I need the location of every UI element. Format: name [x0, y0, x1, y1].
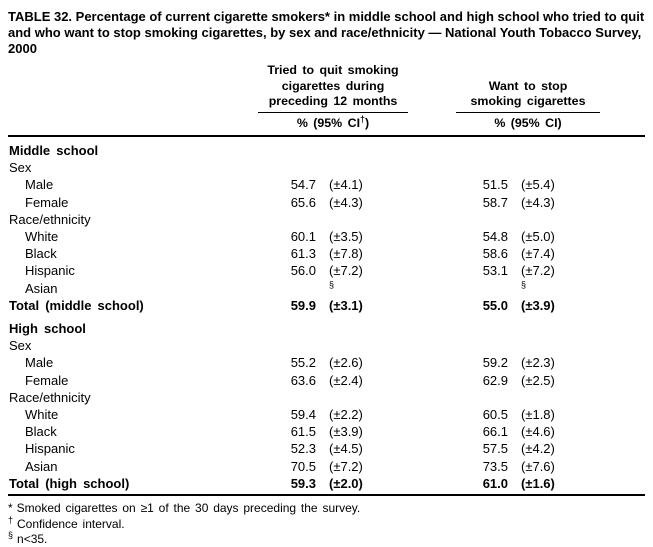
column-spacer: [408, 440, 456, 457]
want-to-stop-percent: [456, 337, 508, 354]
table-title: TABLE 32. Percentage of current cigarette smokers* in middle school and high school who tried to quit and who want to stop smoking cigarettes, by sex and race/ethnicity — National Youth Tobacco Survey, 2000: [8, 9, 645, 56]
tried-to-quit-percent: [258, 389, 316, 406]
footnote-symbol: *: [8, 501, 13, 516]
want-to-stop-percent: 57.5: [482, 441, 508, 457]
column-spacer: [408, 458, 456, 475]
want-to-stop-percent: [456, 389, 508, 406]
column-group-line: cigarettes during: [281, 78, 385, 93]
table-row: [8, 458, 645, 475]
section-sign-superscript: §: [329, 279, 335, 290]
tried-to-quit-percent: [258, 320, 316, 337]
want-to-stop-ci: (±5.0): [521, 228, 555, 244]
want-to-stop-ci: [508, 337, 600, 354]
tried-to-quit-percent: [258, 337, 316, 354]
column-spacer: [408, 280, 456, 297]
tried-to-quit-ci: (±2.6): [329, 355, 363, 371]
column-spacer: [408, 475, 456, 492]
column-spacer: [408, 320, 456, 337]
want-to-stop-percent: 53.1: [482, 263, 508, 279]
tried-to-quit-ci: (±4.3): [329, 194, 363, 210]
tried-to-quit-ci: (±7.2): [329, 458, 363, 474]
section-sign-superscript: §: [521, 279, 527, 290]
column-spacer: [408, 337, 456, 354]
want-to-stop-percent: 60.5: [482, 406, 508, 422]
tried-to-quit-percent: 55.2: [290, 355, 316, 371]
column-spacer: [408, 245, 456, 262]
row-label: Male: [25, 355, 54, 371]
column-spacer: [408, 159, 456, 176]
want-to-stop-percent: 59.2: [482, 355, 508, 371]
column-spacer: [408, 354, 456, 371]
table-row: [8, 297, 645, 314]
tried-to-quit-ci: [316, 320, 408, 337]
want-to-stop-percent: [456, 159, 508, 176]
tried-to-quit-ci: [316, 211, 408, 228]
tried-to-quit-percent: 60.1: [290, 228, 316, 244]
want-to-stop-ci: (±1.6): [521, 475, 555, 491]
column-spacer: [408, 406, 456, 423]
want-to-stop-ci: (±2.3): [521, 355, 555, 371]
subheader-text: ): [365, 115, 370, 130]
tried-to-quit-ci: [316, 159, 408, 176]
want-to-stop-percent: [456, 280, 508, 297]
subheader-row: [8, 113, 645, 135]
row-label: Female: [25, 194, 69, 210]
table-row: [8, 389, 645, 406]
column-spacer: [408, 389, 456, 406]
row-label: Sex: [9, 160, 32, 176]
tried-to-quit-ci: (±3.9): [329, 424, 363, 440]
want-to-stop-ci: (±4.3): [521, 194, 555, 210]
row-label: Hispanic: [25, 263, 75, 279]
tried-to-quit-ci: [316, 337, 408, 354]
table-row: [8, 423, 645, 440]
table-body: [8, 137, 645, 492]
column-group-line: Tried to quit smoking: [267, 63, 399, 77]
column-group-line: preceding 12 months: [268, 94, 398, 108]
table-row: [8, 228, 645, 245]
tried-to-quit-percent: 59.3: [290, 475, 316, 491]
tried-to-quit-ci: (±4.5): [329, 441, 363, 457]
table-row: [8, 354, 645, 371]
row-label: Hispanic: [25, 441, 75, 457]
table-row: [8, 159, 645, 176]
column-group-header-row: [8, 63, 645, 113]
tried-to-quit-percent: [258, 280, 316, 297]
tried-to-quit-ci: (±2.0): [329, 475, 363, 491]
footnote-text: Confidence interval.: [17, 516, 125, 531]
tried-to-quit-ci: [316, 280, 408, 297]
want-to-stop-percent: 61.0: [482, 475, 508, 491]
column-spacer: [408, 228, 456, 245]
tried-to-quit-percent: [258, 142, 316, 159]
table-row: [8, 280, 645, 297]
tried-to-quit-ci: [316, 389, 408, 406]
footnotes: [8, 496, 645, 547]
stub-subheader-empty: [8, 113, 258, 135]
want-to-stop-percent: 54.8: [482, 228, 508, 244]
column-spacer: [408, 194, 456, 211]
want-to-stop-ci: [508, 320, 600, 337]
want-to-stop-ci: (±2.5): [521, 372, 555, 388]
table-row: [8, 337, 645, 354]
tried-to-quit-ci: (±3.1): [329, 297, 363, 313]
tried-to-quit-percent: 52.3: [290, 441, 316, 457]
want-to-stop-ci: [508, 159, 600, 176]
tried-to-quit-ci: (±2.2): [329, 406, 363, 422]
want-to-stop-ci: [508, 280, 600, 297]
want-to-stop-percent: 73.5: [482, 458, 508, 474]
want-to-stop-ci: [508, 211, 600, 228]
row-label: White: [25, 406, 59, 422]
tried-to-quit-percent: 54.7: [290, 177, 316, 193]
tried-to-quit-ci: (±2.4): [329, 372, 363, 388]
row-label: Asian: [25, 458, 58, 474]
want-to-stop-percent: [456, 211, 508, 228]
footnote-text: n<35.: [17, 531, 48, 546]
table-row: [8, 194, 645, 211]
column-spacer: [408, 211, 456, 228]
table-row: [8, 245, 645, 262]
want-to-stop-percent: 51.5: [482, 177, 508, 193]
row-label: Sex: [9, 338, 32, 354]
column-spacer: [408, 297, 456, 314]
column-spacer: [408, 176, 456, 193]
tried-to-quit-percent: 65.6: [290, 194, 316, 210]
subheader-text: % (95% CI: [296, 115, 361, 130]
row-label: Race/ethnicity: [9, 389, 91, 405]
want-to-stop-ci: [508, 389, 600, 406]
want-to-stop-ci: (±7.2): [521, 263, 555, 279]
column-spacer: [408, 372, 456, 389]
row-label: Middle school: [9, 142, 99, 158]
tried-to-quit-ci: (±7.2): [329, 263, 363, 279]
footnote-text: Smoked cigarettes on ≥1 of the 30 days preceding the survey.: [16, 501, 361, 516]
table-row: [8, 320, 645, 337]
want-to-stop-percent: 58.6: [482, 246, 508, 262]
table-row: [8, 440, 645, 457]
want-to-stop-ci: (±4.2): [521, 441, 555, 457]
want-to-stop-ci: (±7.6): [521, 458, 555, 474]
want-to-stop-percent: 55.0: [482, 297, 508, 313]
want-to-stop-ci: (±1.8): [521, 406, 555, 422]
tried-to-quit-percent: 59.4: [290, 406, 316, 422]
tried-to-quit-percent: [258, 211, 316, 228]
footnote-symbol: †: [8, 514, 14, 525]
column-spacer: [408, 142, 456, 159]
tried-to-quit-ci: (±3.5): [329, 228, 363, 244]
row-label: Race/ethnicity: [9, 211, 91, 227]
table-row: [8, 262, 645, 279]
row-label: Total (middle school): [9, 297, 144, 313]
tried-to-quit-percent: 61.3: [290, 246, 316, 262]
want-to-stop-ci: (±4.6): [521, 424, 555, 440]
want-to-stop-percent: 58.7: [482, 194, 508, 210]
want-to-stop-percent: 66.1: [482, 424, 508, 440]
tried-to-quit-percent: 63.6: [290, 372, 316, 388]
want-to-stop-ci: (±5.4): [521, 177, 555, 193]
table-row: [8, 211, 645, 228]
table-row: [8, 142, 645, 159]
want-to-stop-percent: 62.9: [482, 372, 508, 388]
footnote: [8, 514, 645, 532]
row-label: White: [25, 228, 59, 244]
row-label: Male: [25, 177, 54, 193]
tried-to-quit-percent: 56.0: [290, 263, 316, 279]
subheader-text: % (95% CI): [494, 115, 562, 130]
row-label: High school: [9, 320, 86, 336]
subheader-tried-to-quit: [258, 113, 408, 135]
dagger-superscript: †: [360, 113, 366, 124]
column-spacer: [408, 262, 456, 279]
table-row: [8, 176, 645, 193]
row-label: Total (high school): [9, 475, 130, 491]
want-to-stop-ci: (±3.9): [521, 297, 555, 313]
tried-to-quit-ci: (±4.1): [329, 177, 363, 193]
table-row: [8, 475, 645, 492]
tried-to-quit-ci: (±7.8): [329, 246, 363, 262]
footnote-symbol: §: [8, 529, 14, 540]
tried-to-quit-percent: 59.9: [290, 297, 316, 313]
row-label: Black: [25, 246, 57, 262]
tried-to-quit-percent: 61.5: [290, 424, 316, 440]
subheader-want-to-stop: [456, 113, 600, 135]
table-row: [8, 372, 645, 389]
tried-to-quit-ci: [316, 142, 408, 159]
column-group-tried-to-quit: [258, 63, 408, 113]
tried-to-quit-percent: [258, 159, 316, 176]
column-group-line: Want to stop: [488, 78, 568, 93]
footnote: [8, 529, 645, 547]
column-spacer: [408, 423, 456, 440]
footnote: [8, 501, 645, 516]
column-group-line: smoking cigarettes: [470, 94, 586, 108]
row-label: Female: [25, 372, 69, 388]
row-label: Black: [25, 424, 57, 440]
tried-to-quit-percent: 70.5: [290, 458, 316, 474]
want-to-stop-percent: [456, 320, 508, 337]
column-group-want-to-stop: [456, 79, 600, 113]
want-to-stop-ci: (±7.4): [521, 246, 555, 262]
want-to-stop-percent: [456, 142, 508, 159]
row-label: Asian: [25, 280, 58, 296]
table-row: [8, 406, 645, 423]
want-to-stop-ci: [508, 142, 600, 159]
